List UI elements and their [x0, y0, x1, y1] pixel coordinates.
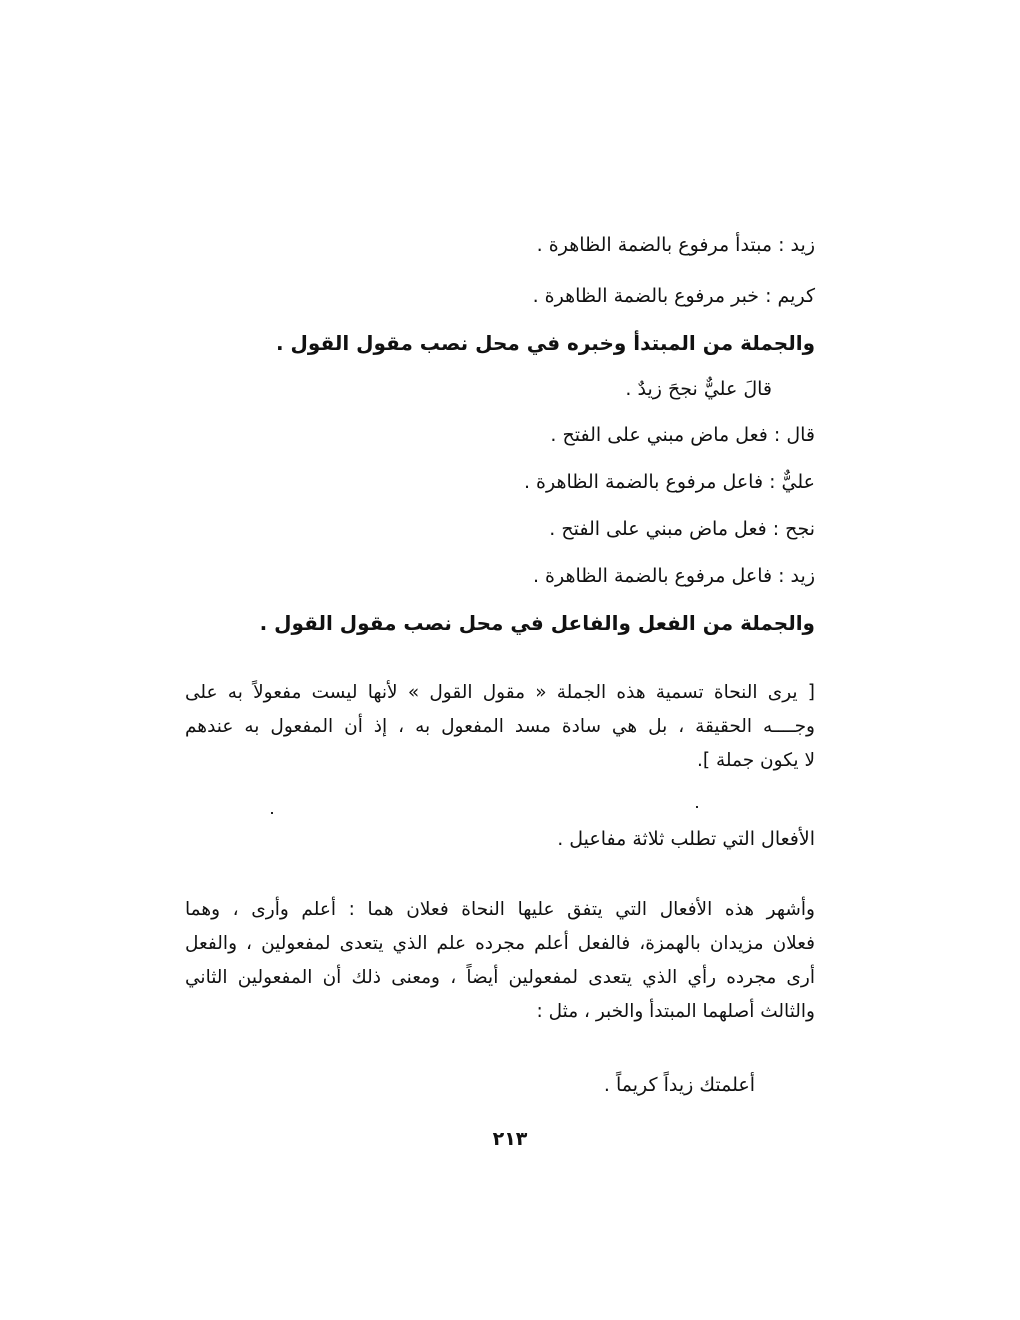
- analysis-line-zaid-fael: زيد : فاعل مرفوع بالضمة الظاهرة .: [532, 565, 815, 587]
- scan-speck: [271, 812, 273, 814]
- scan-speck: [696, 806, 698, 808]
- body-line-4: والثالث أصلهما المبتدأ والخبر ، مثل :: [536, 1001, 815, 1022]
- analysis-line-zaid-mubtada: زيد : مبتدأ مرفوع بالضمة الظاهرة .: [536, 234, 815, 256]
- section-heading: الأفعال التي تطلب ثلاثة مفاعيل .: [557, 828, 815, 850]
- note-paragraph: [185, 676, 815, 778]
- body-line-1: وأشهر هذه الأفعال التي يتفق عليها النحاة فعلان هما : أعلم وأرى ، وهما: [185, 899, 815, 920]
- analysis-line-karim-khabar: كريم : خبر مرفوع بالضمة الظاهرة .: [532, 285, 815, 307]
- analysis-line-sentence-maqul-qawl-2: والجملة من الفعل والفاعل في محل نصب مقول القول .: [259, 611, 815, 635]
- page-number: ٢١٣: [492, 1128, 528, 1150]
- analysis-line-najaha: نجح : فعل ماض مبني على الفتح .: [549, 518, 815, 540]
- body-line-2: فعلان مزيدان بالهمزة، فالفعل أعلم مجرده علم الذي يتعدى لمفعولين ، والفعل: [185, 933, 815, 954]
- example-sentence-alamtuka: أعلمتك زيداً كريماً .: [603, 1074, 755, 1096]
- body-line-3: أرى مجرده رأي الذي يتعدى لمفعولين أيضاً ، ومعنى ذلك أن المفعولين الثاني: [185, 967, 815, 988]
- body-paragraph: [185, 893, 815, 1029]
- analysis-line-sentence-maqul-qawl-1: والجملة من المبتدأ وخبره في محل نصب مقول القول .: [275, 331, 815, 355]
- note-line-3: لا يكون جملة ].: [697, 750, 815, 771]
- note-line-2: وجــــه الحقيقة ، بل هي سادة مسد المفعول به ، إذ أن المفعول به عندهم: [185, 716, 815, 737]
- note-line-1: [ يرى النحاة تسمية هذه الجملة « مقول القول » لأنها ليست مفعولاً به على: [185, 682, 815, 703]
- analysis-line-qala: قال : فعل ماض مبني على الفتح .: [550, 424, 815, 446]
- example-sentence-qala-ali: قالَ عليٌّ نجحَ زيدٌ .: [625, 378, 772, 400]
- analysis-line-ali: عليٌّ : فاعل مرفوع بالضمة الظاهرة .: [523, 471, 815, 493]
